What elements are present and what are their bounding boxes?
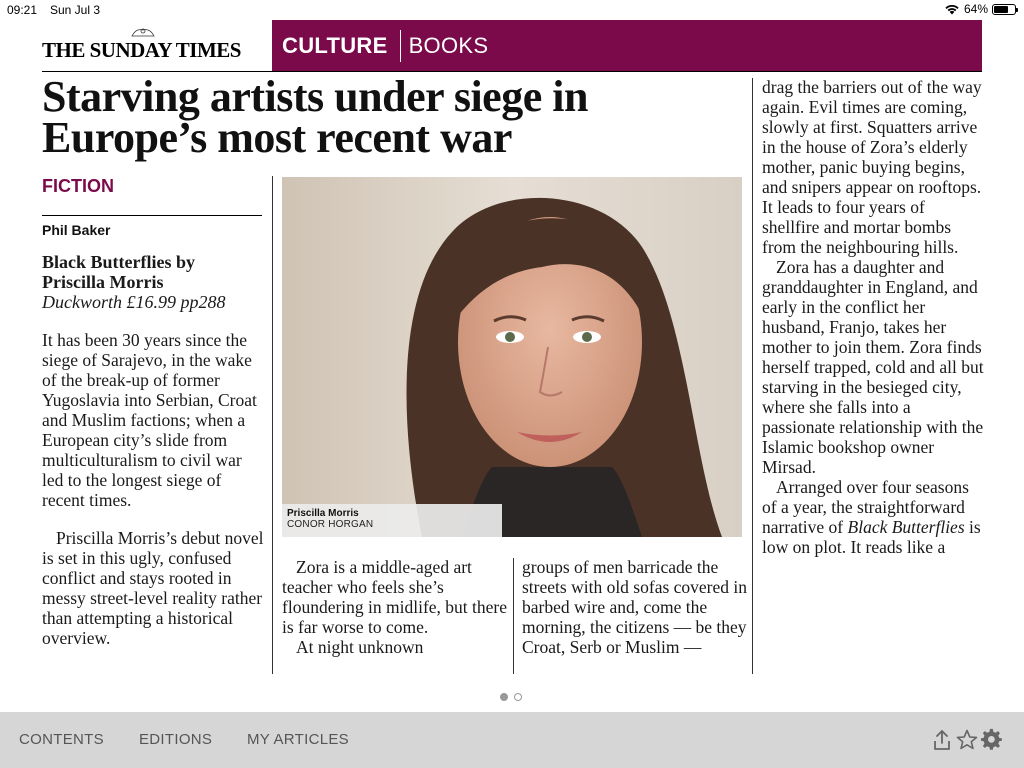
gear-icon[interactable] — [980, 728, 1004, 752]
page-indicator[interactable] — [500, 693, 522, 701]
wifi-icon — [944, 3, 960, 15]
book-publisher-info: Duckworth £16.99 pp288 — [42, 292, 226, 312]
status-time: 09:21 — [7, 3, 38, 17]
byline-rule — [42, 215, 262, 216]
status-indicators — [944, 2, 1016, 16]
battery-icon — [992, 4, 1016, 15]
middle-column-1 — [282, 557, 507, 657]
subsection-title[interactable]: BOOKS — [408, 32, 489, 58]
book-title-line-1: Black Butterflies by — [42, 252, 195, 272]
status-bar — [0, 0, 1024, 20]
paragraph-text: is low on plot. It reads like a — [762, 517, 981, 557]
body-paragraph — [762, 477, 984, 557]
caption-credit: CONOR HORGAN — [287, 519, 374, 530]
author-byline: Phil Baker — [42, 222, 111, 238]
contents-button[interactable]: CONTENTS — [19, 731, 104, 748]
section-banner — [272, 20, 982, 71]
column-divider — [752, 78, 753, 674]
book-title-line-2: Priscilla Morris — [42, 272, 164, 292]
article-headline — [42, 72, 742, 162]
crest-icon — [130, 26, 156, 38]
body-paragraph: At night unknown — [296, 637, 424, 657]
headline-line-2: Europe’s most recent war — [42, 113, 512, 162]
photo-caption — [282, 504, 502, 537]
status-date: Sun Jul 3 — [50, 3, 101, 17]
body-paragraph: Zora is a middle-aged art teacher who feels she’s floundering in midlife, but there is far worse to come. — [282, 557, 508, 637]
star-icon[interactable] — [955, 728, 979, 752]
middle-column-2 — [522, 557, 747, 657]
author-photo[interactable] — [282, 177, 742, 537]
bottom-toolbar — [0, 712, 1024, 768]
my-articles-button[interactable]: MY ARTICLES — [247, 731, 349, 748]
newspaper-logo[interactable]: THE SUNDAY TIMES — [42, 38, 241, 62]
section-title[interactable]: CULTURE — [282, 32, 388, 58]
body-paragraph: It has been 30 years since the siege of Sarajevo, in the wake of the break-up of former Yugoslavia into Serbian, Croat and Muslim factions; when a European city’s slide from multiculturalism to civil war led to the longest siege of recent times. — [42, 330, 257, 510]
book-title-inline: Black Butterflies — [847, 517, 965, 537]
body-paragraph: groups of men barricade the streets with old sofas covered in barbed wire and, come the morning, the citizens — be they Croat, Serb or Muslim — — [522, 557, 748, 657]
caption-name: Priscilla Morris — [287, 508, 359, 519]
left-column — [42, 176, 264, 648]
column-divider — [513, 558, 514, 674]
masthead — [42, 20, 982, 72]
right-column — [762, 77, 984, 557]
paragraph-text: Arranged over four seasons of a year, the straightforward narrative of — [762, 477, 969, 537]
body-paragraph: Priscilla Morris’s debut novel is set in this ugly, confused conflict and stays rooted in messy street-level reality rather than attempting a historical overview. — [42, 528, 264, 648]
editions-button[interactable]: EDITIONS — [139, 731, 213, 748]
book-title — [42, 252, 264, 292]
author-portrait-image — [282, 177, 742, 537]
column-divider — [272, 176, 273, 674]
share-icon[interactable] — [930, 728, 954, 752]
section-divider — [400, 30, 401, 62]
headline-line-1: Starving artists under siege in — [42, 72, 588, 121]
article-kicker: FICTION — [42, 176, 114, 196]
battery-percent: 64% — [963, 2, 988, 16]
page-dot-1[interactable] — [500, 693, 508, 701]
body-paragraph: drag the barriers out of the way again. Evil times are coming, slowly at first. Squatters arrive in the house of Zora’s elderly mother, panic buying begins, and snipers appear on rooftops. It leads to four years of shellfire and mortar bombs from the neighbouring hills. — [762, 77, 982, 257]
body-paragraph: Zora has a daughter and granddaughter in England, and early in the conflict her husband, Franjo, takes her mother to join them. Zora finds herself trapped, cold and all but starving in the besieged city, where she falls into a passionate relationship with the Islamic bookshop owner Mirsad. — [762, 257, 984, 477]
page-dot-2[interactable] — [514, 693, 522, 701]
